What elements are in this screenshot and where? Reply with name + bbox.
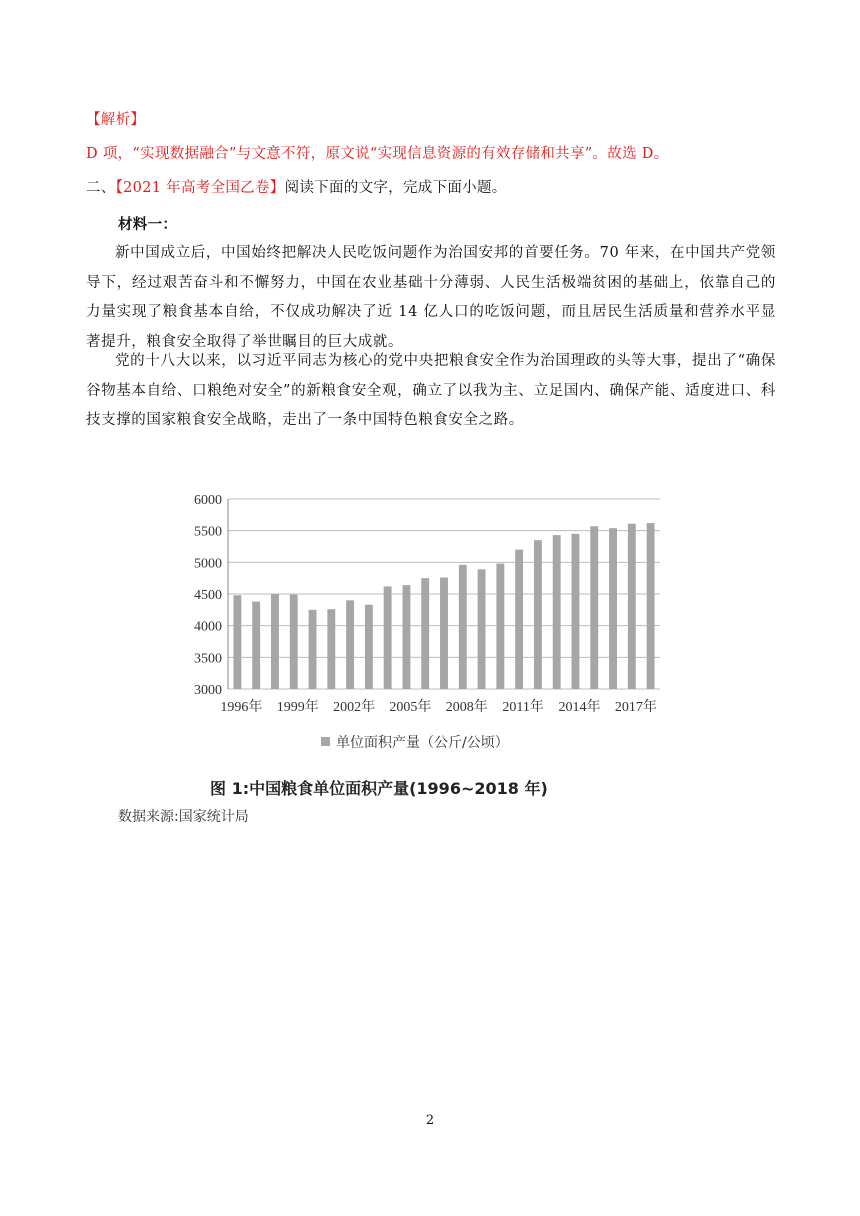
legend-label: 单位面积产量（公斤/公顷） [336,735,509,751]
y-tick-label: 5500 [194,524,222,540]
bar-2000 [309,610,317,689]
x-tick-label: 2017年 [614,700,657,715]
material-label: 材料一： [118,216,178,233]
bar-2005 [402,585,410,689]
bar-2012 [534,540,542,689]
y-tick-label: 5000 [194,556,222,572]
question-source: 【2021 年高考全国乙卷】 [115,180,285,196]
material-paragraph-2: 党的十八大以来，以习近平同志为核心的党中央把粮食安全作为治国理政的头等大事，提出了“确保谷物基本自给、口粮绝对安全”的新粮食安全观，确立了以我为主、立足国内、确保产能、适度进口、科技支撑的国家粮食安全战略，走出了一条中国特色粮食安全之路。 [86,353,776,428]
chart-legend [321,734,509,751]
y-tick-label: 3500 [194,651,222,667]
y-tick-label: 4500 [194,588,222,603]
bar-2015 [590,526,598,689]
material-paragraph-1: 新中国成立后，中国始终把解决人民吃饭问题作为治国安邦的首要任务。70 年来，在中国共产党领导下，经过艰苦奋斗和不懈努力，中国在农业基础十分薄弱、人民生活极端贫困的基础上，依靠自己的力量实现了粮食基本自给，不仅成功解决了近 14 亿人口的吃饭问题，而且居民生活质量和营养水平显著提升，粮食安全取得了举世瞩目的巨大成就。 [86,245,776,350]
question-prefix: 二、 [86,180,116,196]
bar-2003 [365,605,373,689]
bar-2011 [515,550,523,689]
x-tick-label: 1999年 [276,700,319,715]
bar-2007 [440,578,448,689]
bar-1996 [233,595,241,689]
bar-2009 [478,569,486,689]
legend-swatch [321,737,330,746]
bar-2018 [647,523,655,689]
bar-2004 [384,586,392,689]
y-tick-label: 6000 [194,493,222,508]
yield-bar-chart [170,484,670,774]
page-number: 2 [425,1113,435,1128]
x-tick-label: 1996年 [220,700,263,715]
bar-2010 [496,564,504,689]
x-tick-label: 2005年 [389,700,432,715]
bar-1999 [290,595,298,689]
question-header [86,176,507,197]
y-axis-ticks [194,493,222,698]
bar-2013 [553,535,561,689]
chart-bars [233,523,654,689]
bar-2016 [609,528,617,689]
x-tick-label: 2011年 [502,700,544,715]
bar-1998 [271,594,279,689]
analysis-text: D 项，“实现数据融合”与文意不符，原文说“实现信息资源的有效存储和共享”。故选 D。 [86,146,669,162]
analysis-heading: 【解析】 [86,112,146,128]
y-tick-label: 4000 [194,619,222,635]
bar-2014 [572,534,580,689]
question-instruction: 阅读下面的文字，完成下面小题。 [284,180,507,196]
bar-2006 [421,578,429,689]
x-tick-label: 2002年 [333,700,376,715]
y-tick-label: 3000 [194,683,222,698]
x-tick-label: 2014年 [558,700,601,715]
bar-2008 [459,565,467,689]
bar-1997 [252,602,260,689]
x-axis-ticks [220,698,656,715]
bar-2002 [346,600,354,689]
chart-source: 数据来源:国家统计局 [118,809,249,825]
chart-title: 图 1:中国粮食单位面积产量(1996~2018 年) [210,779,548,798]
bar-2001 [327,609,335,689]
bar-2017 [628,524,636,689]
x-tick-label: 2008年 [445,700,488,715]
